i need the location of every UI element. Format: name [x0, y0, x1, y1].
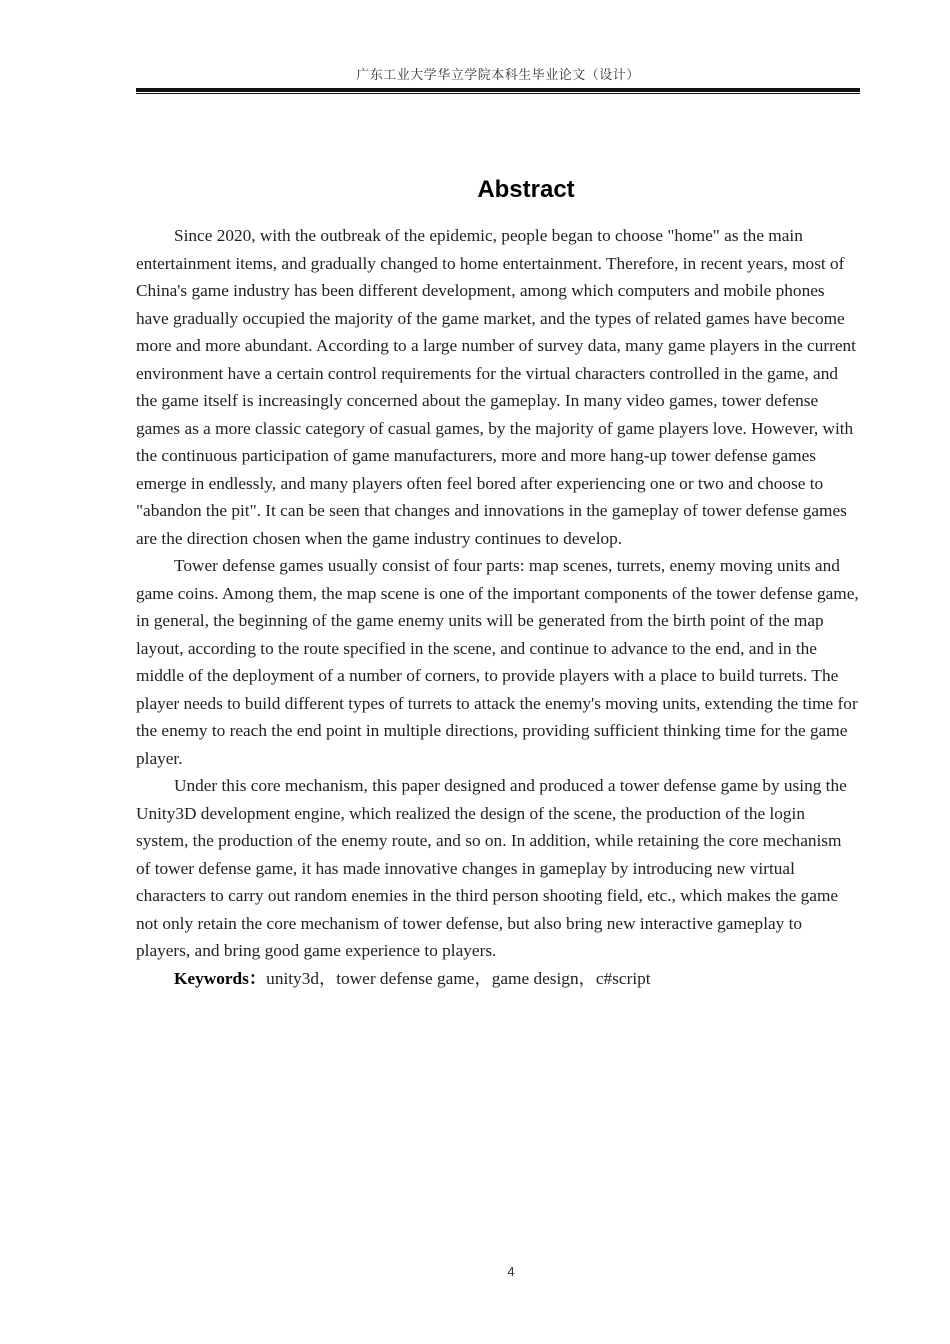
keywords-line [136, 965, 860, 993]
abstract-paragraph-2: Tower defense games usually consist of four parts: map scenes, turrets, enemy moving units and game coins. Among them, the map scene is one of the important components of the tower defense game, in general, the beginning of the game enemy units will be generated from the birth point of the map layout, according to the route specified in the scene, and continue to advance to the end, and in the middle of the deployment of a number of corners, to provide players with a place to build turrets. The player needs to build different types of turrets to attack the enemy's moving units, extending the time for the enemy to reach the end point in multiple directions, providing sufficient thinking time for the game player. [136, 556, 859, 768]
abstract-title: Abstract [477, 176, 575, 203]
abstract-body [136, 222, 860, 992]
keywords-value: unity3d，tower defense game，game design，c#script [266, 968, 651, 988]
header-rule [136, 88, 860, 94]
abstract-paragraph-3: Under this core mechanism, this paper designed and produced a tower defense game by using the Unity3D development engine, which realized the design of the scene, the production of the login system, the production of the enemy route, and so on. In addition, while retaining the core mechanism of tower defense game, it has made innovative changes in gameplay by introducing new virtual characters to carry out random enemies in the third person shooting field, etc., which makes the game not only retain the core mechanism of tower defense, but also bring new interactive gameplay to players, and bring good game experience to players. [136, 776, 847, 960]
keywords-label: Keywords： [174, 968, 267, 988]
page-number: 4 [507, 1264, 515, 1279]
abstract-paragraph-1: Since 2020, with the outbreak of the epidemic, people began to choose "home" as the main entertainment items, and gradually changed to home entertainment. Therefore, in recent years, most of China's game industry has been different development, among which computers and mobile phones have gradually occupied the majority of the game market, and the types of related games have become more and more abundant. According to a large number of survey data, many game players in the current environment have a certain control requirements for the virtual characters controlled in the game, and the game itself is increasingly concerned about the gameplay. In many video games, tower defense games as a more classic category of casual games, by the majority of game players love. However, with the continuous participation of game manufacturers, more and more hang-up tower defense games emerge in endlessly, and many players often feel bored after experiencing one or two and choose to "abandon the pit". It can be seen that changes and innovations in the gameplay of tower defense games are the direction chosen when the game industry continues to develop. [136, 226, 856, 548]
page-header: 广东工业大学华立学院本科生毕业论文（设计） [356, 67, 640, 82]
